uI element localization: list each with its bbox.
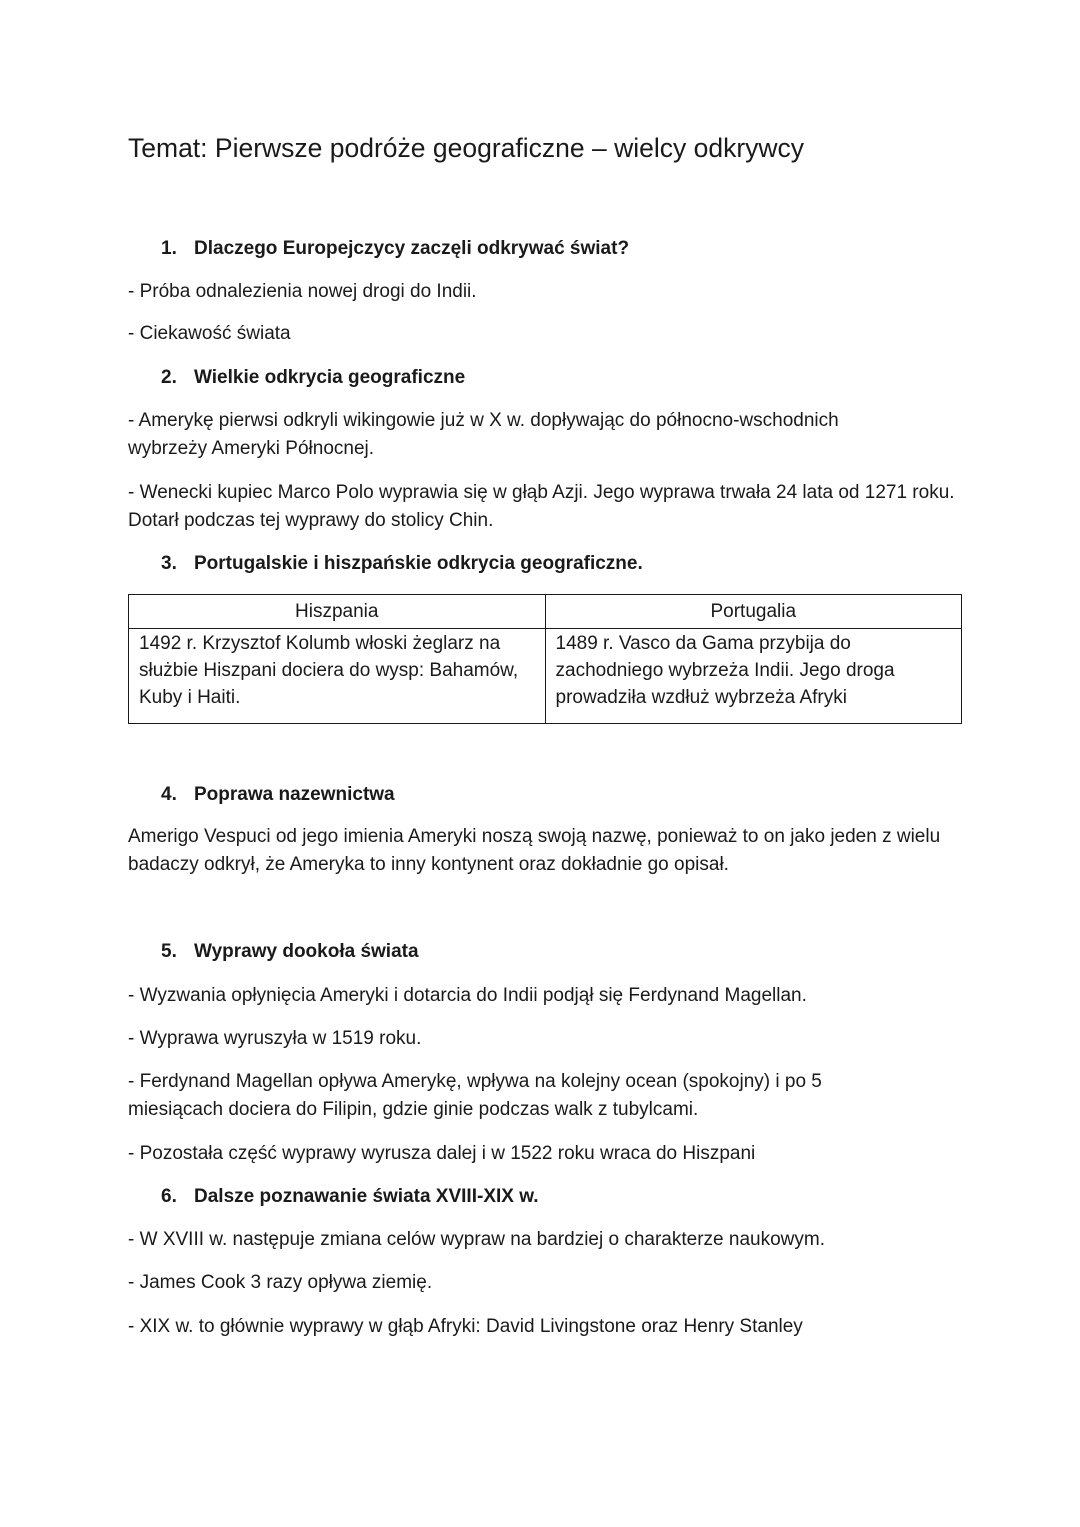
section-number: 6. <box>161 1186 177 1207</box>
bullet-point: - W XVIII w. następuje zmiana celów wypraw na bardziej o charakterze naukowym. <box>128 1229 825 1250</box>
bullet-point: - Wyprawa wyruszyła w 1519 roku. <box>128 1028 422 1049</box>
table-header-cell: Portugalia <box>545 595 962 629</box>
section-title: Portugalskie i hiszpańskie odkrycia geograficzne. <box>194 553 643 574</box>
comparison-table <box>128 594 962 724</box>
table-header-cell: Hiszpania <box>129 595 546 629</box>
table-header-row <box>129 595 962 629</box>
section-number: 3. <box>161 553 177 574</box>
page-title: Temat: Pierwsze podróże geograficzne – wielcy odkrywcy <box>128 133 805 163</box>
section-number: 1. <box>161 238 177 259</box>
table-row <box>129 629 962 724</box>
section-number: 2. <box>161 367 177 388</box>
section-heading <box>161 366 465 390</box>
section-title: Wyprawy dookoła świata <box>194 941 419 962</box>
section-heading <box>161 940 419 964</box>
section-heading <box>161 552 643 576</box>
bullet-point: - Pozostała część wyprawy wyrusza dalej i w 1522 roku wraca do Hiszpani <box>128 1143 756 1164</box>
table-cell: 1489 r. Vasco da Gama przybija do zachodniego wybrzeża Indii. Jego droga prowadziła wzdłuż wybrzeża Afryki <box>545 629 962 724</box>
bullet-point: - James Cook 3 razy opływa ziemię. <box>128 1272 433 1293</box>
bullet-point: - Amerykę pierwsi odkryli wikingowie już w X w. dopływając do północno-wschodnich wybrzeży Ameryki Północnej. <box>128 410 839 459</box>
section-number: 5. <box>161 941 177 962</box>
paragraph: Amerigo Vespuci od jego imienia Ameryki noszą swoją nazwę, ponieważ to on jako jeden z wielu badaczy odkrył, że Ameryka to inny kontynent oraz dokładnie go opisał. <box>128 826 941 875</box>
bullet-point: - Wenecki kupiec Marco Polo wyprawia się w głąb Azji. Jego wyprawa trwała 24 lata od 1271 roku. Dotarł podczas tej wyprawy do stolicy Chin. <box>128 482 955 531</box>
bullet-point: - Wyzwania opłynięcia Ameryki i dotarcia do Indii podjął się Ferdynand Magellan. <box>128 985 807 1006</box>
section-title: Dalsze poznawanie świata XVIII-XIX w. <box>194 1186 539 1207</box>
bullet-point: - Ferdynand Magellan opływa Amerykę, wpływa na kolejny ocean (spokojny) i po 5 miesiącach dociera do Filipin, gdzie ginie podczas walk z tubylcami. <box>128 1071 822 1120</box>
table-cell: 1492 r. Krzysztof Kolumb włoski żeglarz na służbie Hiszpani dociera do wysp: Bahamów, Kuby i Haiti. <box>129 629 546 724</box>
section-heading <box>161 237 629 261</box>
section-title: Poprawa nazewnictwa <box>194 784 395 805</box>
section-heading <box>161 783 395 807</box>
bullet-point: - Próba odnalezienia nowej drogi do Indii. <box>128 281 477 302</box>
bullet-point: - XIX w. to głównie wyprawy w głąb Afryki: David Livingstone oraz Henry Stanley <box>128 1316 803 1337</box>
section-title: Dlaczego Europejczycy zaczęli odkrywać świat? <box>194 238 630 259</box>
bullet-point: - Ciekawość świata <box>128 323 291 344</box>
section-heading <box>161 1185 539 1209</box>
section-number: 4. <box>161 784 177 805</box>
section-title: Wielkie odkrycia geograficzne <box>194 367 466 388</box>
